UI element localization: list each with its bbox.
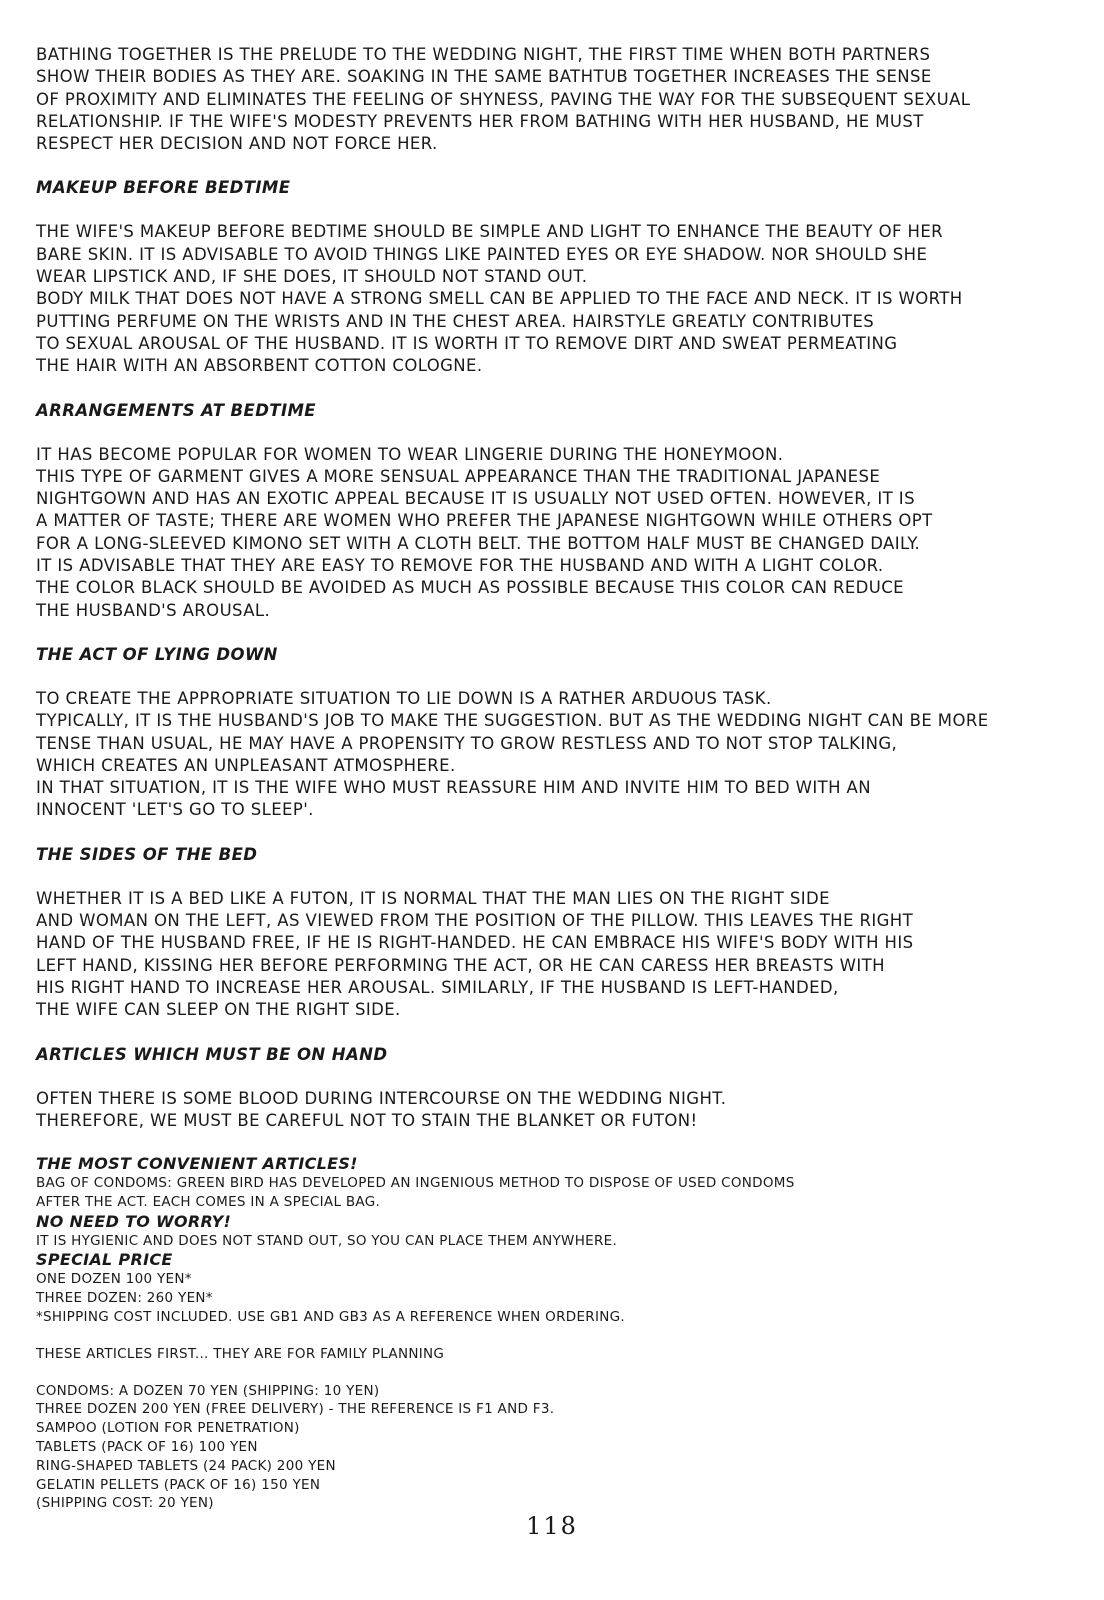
section-body-makeup: THE WIFE'S MAKEUP BEFORE BEDTIME SHOULD BE SIMPLE AND LIGHT TO ENHANCE THE BEAUTY OF HER BARE SKIN. IT IS ADVISABLE TO AVOID THINGS LIKE PAINTED EYES OR EYE SHADOW. NOR SHOULD SHE WEAR LIPSTICK AND, IF SHE DOES, IT SHOULD NOT STAND OUT. BODY MILK THAT DOES NOT HAVE A STRONG SMELL CAN BE APPLIED TO THE FACE AND NECK. IT IS WORTH PUTTING PERFUME ON THE WRISTS AND IN THE CHEST AREA. HAIRSTYLE GREATLY CONTRIBUTES TO SEXUAL AROUSAL OF THE HUSBAND. IT IS WORTH IT TO REMOVE DIRT AND SWEAT PERMEATING THE HAIR WITH AN ABSORBENT COTTON COLOGNE. [36, 222, 963, 376]
section-heading-makeup: MAKEUP BEFORE BEDTIME [36, 178, 291, 198]
ad-text-hygienic: IT IS HYGIENIC AND DOES NOT STAND OUT, SO YOU CAN PLACE THEM ANYWHERE. [36, 1232, 618, 1249]
section-body-articles: OFTEN THERE IS SOME BLOOD DURING INTERCOURSE ON THE WEDDING NIGHT. THEREFORE, WE MUST BE CAREFUL NOT TO STAIN THE BLANKET OR FUTON! [36, 1088, 727, 1130]
document-page [36, 44, 1076, 1513]
section-heading-articles: ARTICLES WHICH MUST BE ON HAND [36, 1044, 388, 1064]
ad-heading-no-need-to-worry: NO NEED TO WORRY! [36, 1211, 232, 1231]
advertisement-block [36, 1154, 1076, 1513]
section-heading-arrangements: ARRANGEMENTS AT BEDTIME [36, 400, 316, 420]
ad-price-list: ONE DOZEN 100 YEN* THREE DOZEN: 260 YEN* *SHIPPING COST INCLUDED. USE GB1 AND GB3 AS A REFERENCE WHEN ORDERING. [36, 1271, 626, 1326]
section-body-arrangements: IT HAS BECOME POPULAR FOR WOMEN TO WEAR LINGERIE DURING THE HONEYMOON. THIS TYPE OF GARMENT GIVES A MORE SENSUAL APPEARANCE THAN THE TRADITIONAL JAPANESE NIGHTGOWN AND HAS AN EXOTIC APPEAL BECAUSE IT IS USUALLY NOT USED OFTEN. HOWEVER, IT IS A MATTER OF TASTE; THERE ARE WOMEN WHO PREFER THE JAPANESE NIGHTGOWN WHILE OTHERS OPT FOR A LONG-SLEEVED KIMONO SET WITH A CLOTH BELT. THE BOTTOM HALF MUST BE CHANGED DAILY. IT IS ADVISABLE THAT THEY ARE EASY TO REMOVE FOR THE HUSBAND AND WITH A LIGHT COLOR. THE COLOR BLACK SHOULD BE AVOIDED AS MUCH AS POSSIBLE BECAUSE THIS COLOR CAN REDUCE THE HUSBAND'S AROUSAL. [36, 444, 933, 620]
section-body-sides-of-bed: WHETHER IT IS A BED LIKE A FUTON, IT IS NORMAL THAT THE MAN LIES ON THE RIGHT SIDE AND WOMAN ON THE LEFT, AS VIEWED FROM THE POSITION OF THE PILLOW. THIS LEAVES THE RIGHT HAND OF THE HUSBAND FREE, IF HE IS RIGHT-HANDED. HE CAN EMBRACE HIS WIFE'S BODY WITH HIS LEFT HAND, KISSING HER BEFORE PERFORMING THE ACT, OR HE CAN CARESS HER BREASTS WITH HIS RIGHT HAND TO INCREASE HER AROUSAL. SIMILARLY, IF THE HUSBAND IS LEFT-HANDED, THE WIFE CAN SLEEP ON THE RIGHT SIDE. [36, 888, 914, 1020]
section-heading-lying-down: THE ACT OF LYING DOWN [36, 644, 278, 664]
intro-paragraph: BATHING TOGETHER IS THE PRELUDE TO THE WEDDING NIGHT, THE FIRST TIME WHEN BOTH PARTNERS SHOW THEIR BODIES AS THEY ARE. SOAKING IN THE SAME BATHTUB TOGETHER INCREASES THE SENSE OF PROXIMITY AND ELIMINATES THE FEELING OF SHYNESS, PAVING THE WAY FOR THE SUBSEQUENT SEXUAL RELATIONSHIP. IF THE WIFE'S MODESTY PREVENTS HER FROM BATHING WITH HER HUSBAND, HE MUST RESPECT HER DECISION AND NOT FORCE HER. [36, 45, 971, 154]
ad-text-condom-bag: BAG OF CONDOMS: GREEN BIRD HAS DEVELOPED AN INGENIOUS METHOD TO DISPOSE OF USED CONDOMS AFTER THE ACT. EACH COMES IN A SPECIAL BAG. [36, 1175, 795, 1210]
section-heading-sides-of-bed: THE SIDES OF THE BED [36, 844, 258, 864]
page-number: 118 [526, 1512, 578, 1540]
ad-product-list: CONDOMS: A DOZEN 70 YEN (SHIPPING: 10 YEN) THREE DOZEN 200 YEN (FREE DELIVERY) - THE REFERENCE IS F1 AND F3. SAMPOO (LOTION FOR PENETRATION) TABLETS (PACK OF 16) 100 YEN RING-SHAPED TABLETS (24 PACK) 200 YEN GELATIN PELLETS (PACK OF 16) 150 YEN (SHIPPING COST: 20 YEN) [36, 1382, 555, 1512]
ad-heading-special-price: SPECIAL PRICE [36, 1250, 173, 1270]
section-body-lying-down: TO CREATE THE APPROPRIATE SITUATION TO LIE DOWN IS A RATHER ARDUOUS TASK. TYPICALLY, IT IS THE HUSBAND'S JOB TO MAKE THE SUGGESTION. BUT AS THE WEDDING NIGHT CAN BE MORE TENSE THAN USUAL, HE MAY HAVE A PROPENSITY TO GROW RESTLESS AND TO NOT STOP TALKING, WHICH CREATES AN UNPLEASANT ATMOSPHERE. IN THAT SITUATION, IT IS THE WIFE WHO MUST REASSURE HIM AND INVITE HIM TO BED WITH AN INNOCENT 'LET'S GO TO SLEEP'. [36, 688, 989, 820]
ad-heading-convenient-articles: THE MOST CONVENIENT ARTICLES! [36, 1154, 358, 1174]
ad-family-planning-line: THESE ARTICLES FIRST... THEY ARE FOR FAMILY PLANNING [36, 1345, 445, 1362]
